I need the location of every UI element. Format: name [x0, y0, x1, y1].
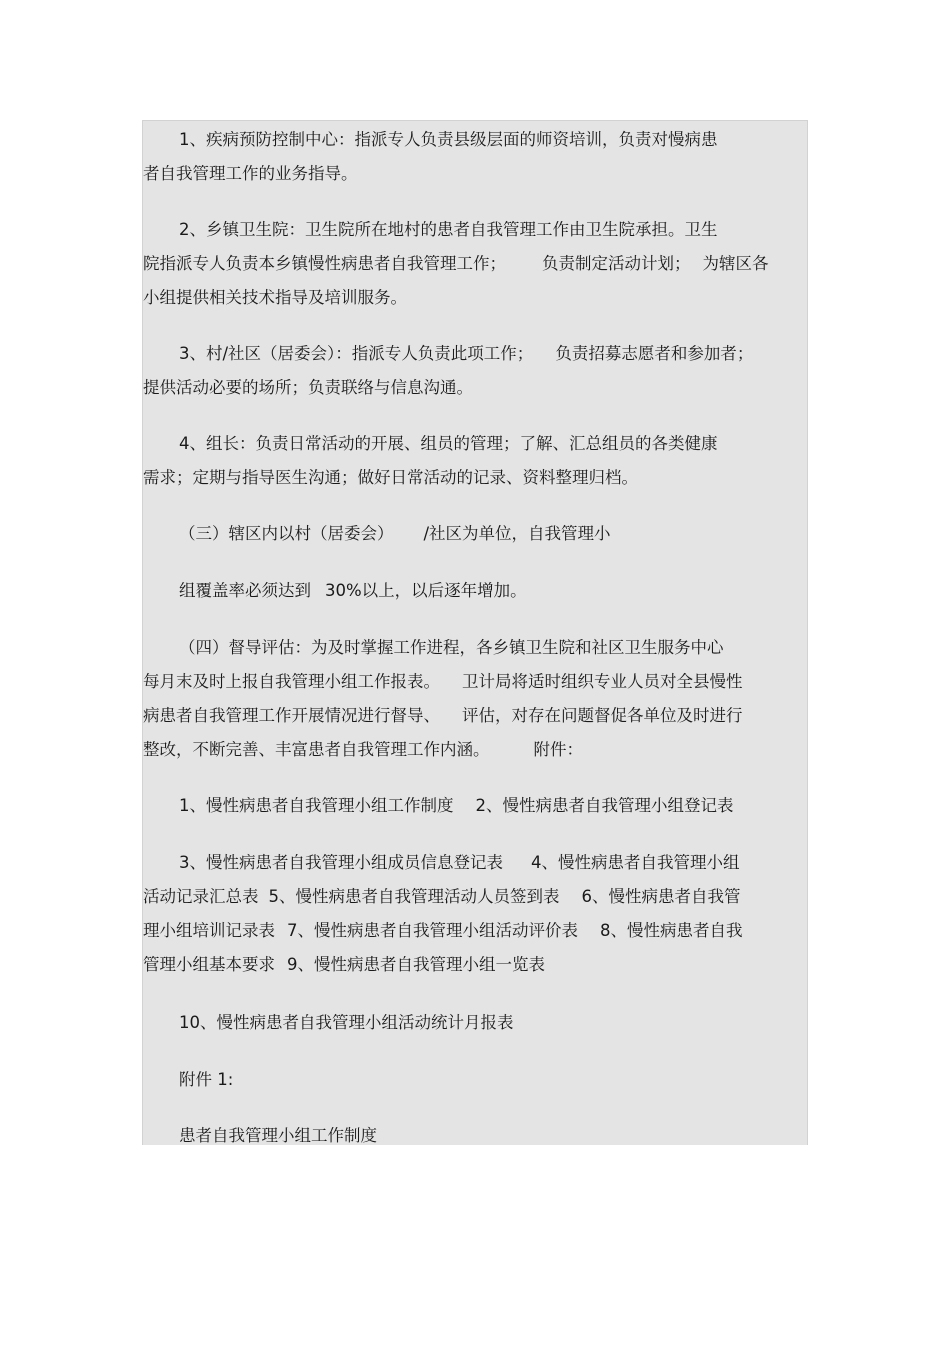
- text-segment: 为辖区各: [702, 254, 769, 273]
- text-line: 患者自我管理小组工作制度: [179, 1126, 377, 1145]
- text-line: 4、组长：负责日常活动的开展、组员的管理；了解、汇总组员的各类健康: [179, 434, 718, 453]
- text-segment: 负责制定活动计划；: [542, 254, 691, 273]
- paragraph-section-three: [143, 517, 809, 551]
- text-segment: 每月末及时上报自我管理小组工作报表。: [143, 672, 440, 691]
- text-segment: 负责招募志愿者和参加者；: [555, 344, 754, 363]
- paragraph-attachments-3-9: [143, 846, 809, 982]
- text-segment: 管理小组基本要求: [143, 955, 275, 974]
- text-line: [143, 337, 809, 371]
- text-segment: 病患者自我管理工作开展情况进行督导、: [143, 706, 440, 725]
- text-segment: 30%以上，以后逐年增加。: [325, 581, 527, 600]
- text-line: （四）督导评估：为及时掌握工作进程，各乡镇卫生院和社区卫生服务中心: [179, 638, 724, 657]
- text-segment: 8、慢性病患者自我: [600, 921, 743, 940]
- text-line: 需求；定期与指导医生沟通；做好日常活动的记录、资料整理归档。: [143, 468, 638, 487]
- text-line: 小组提供相关技术指导及培训服务。: [143, 288, 407, 307]
- text-segment: 附件：: [533, 740, 583, 759]
- document-page: [142, 120, 808, 1145]
- paragraph-township-hospital: [143, 213, 809, 315]
- paragraph-group-leader: [143, 427, 809, 495]
- paragraph-attachment-heading: [143, 1063, 809, 1097]
- text-line: 附件 1:: [179, 1070, 234, 1089]
- text-segment: 1、慢性病患者自我管理小组工作制度: [179, 796, 454, 815]
- text-line: [143, 733, 809, 767]
- text-segment: 院指派专人负责本乡镇慢性病患者自我管理工作；: [143, 254, 506, 273]
- text-line: 1、疾病预防控制中心：指派专人负责县级层面的师资培训，负责对慢病患: [179, 130, 718, 149]
- paragraph-village-community: [143, 337, 809, 405]
- text-line: 2、乡镇卫生院：卫生院所在地村的患者自我管理工作由卫生院承担。卫生: [179, 220, 718, 239]
- text-segment: 3、村/社区（居委会）：指派专人负责此项工作；: [179, 344, 534, 363]
- text-line: [143, 699, 809, 733]
- text-segment: （三）辖区内以村（居委会）: [179, 524, 394, 543]
- text-line: [143, 914, 809, 948]
- text-line: 10、慢性病患者自我管理小组活动统计月报表: [179, 1013, 514, 1032]
- text-segment: 活动记录汇总表: [143, 887, 259, 906]
- paragraph-cdc: [143, 123, 809, 191]
- text-segment: 整改，不断完善、丰富患者自我管理工作内涵。: [143, 740, 490, 759]
- text-segment: /社区为单位，自我管理小: [423, 524, 611, 543]
- text-segment: 评估，对存在问题督促各单位及时进行: [462, 706, 743, 725]
- text-line: [143, 789, 809, 823]
- text-line: [143, 948, 809, 982]
- text-segment: 理小组培训记录表: [143, 921, 275, 940]
- text-line: [143, 880, 809, 914]
- text-segment: 5、慢性病患者自我管理活动人员签到表: [268, 887, 560, 906]
- paragraph-coverage: [143, 574, 809, 608]
- text-segment: 卫计局将适时组织专业人员对全县慢性: [462, 672, 743, 691]
- paragraph-attachments-1-2: [143, 789, 809, 823]
- text-line: [143, 846, 809, 880]
- paragraph-supervision: [143, 631, 809, 767]
- text-segment: 4、慢性病患者自我管理小组: [531, 853, 740, 872]
- text-segment: 6、慢性病患者自我管: [581, 887, 741, 906]
- text-segment: 3、慢性病患者自我管理小组成员信息登记表: [179, 853, 503, 872]
- text-line: 者自我管理工作的业务指导。: [143, 164, 358, 183]
- text-segment: 9、慢性病患者自我管理小组一览表: [287, 955, 545, 974]
- text-line: [143, 517, 809, 551]
- text-segment: 2、慢性病患者自我管理小组登记表: [475, 796, 734, 815]
- text-line: 提供活动必要的场所；负责联络与信息沟通。: [143, 378, 473, 397]
- text-line: [143, 574, 809, 608]
- text-line: [143, 247, 809, 281]
- text-segment: 组覆盖率必须达到: [179, 581, 311, 600]
- text-segment: 7、慢性病患者自我管理小组活动评价表: [287, 921, 578, 940]
- text-line: [143, 665, 809, 699]
- paragraph-attachment-title: [143, 1119, 809, 1153]
- paragraph-attachment-10: [143, 1006, 809, 1040]
